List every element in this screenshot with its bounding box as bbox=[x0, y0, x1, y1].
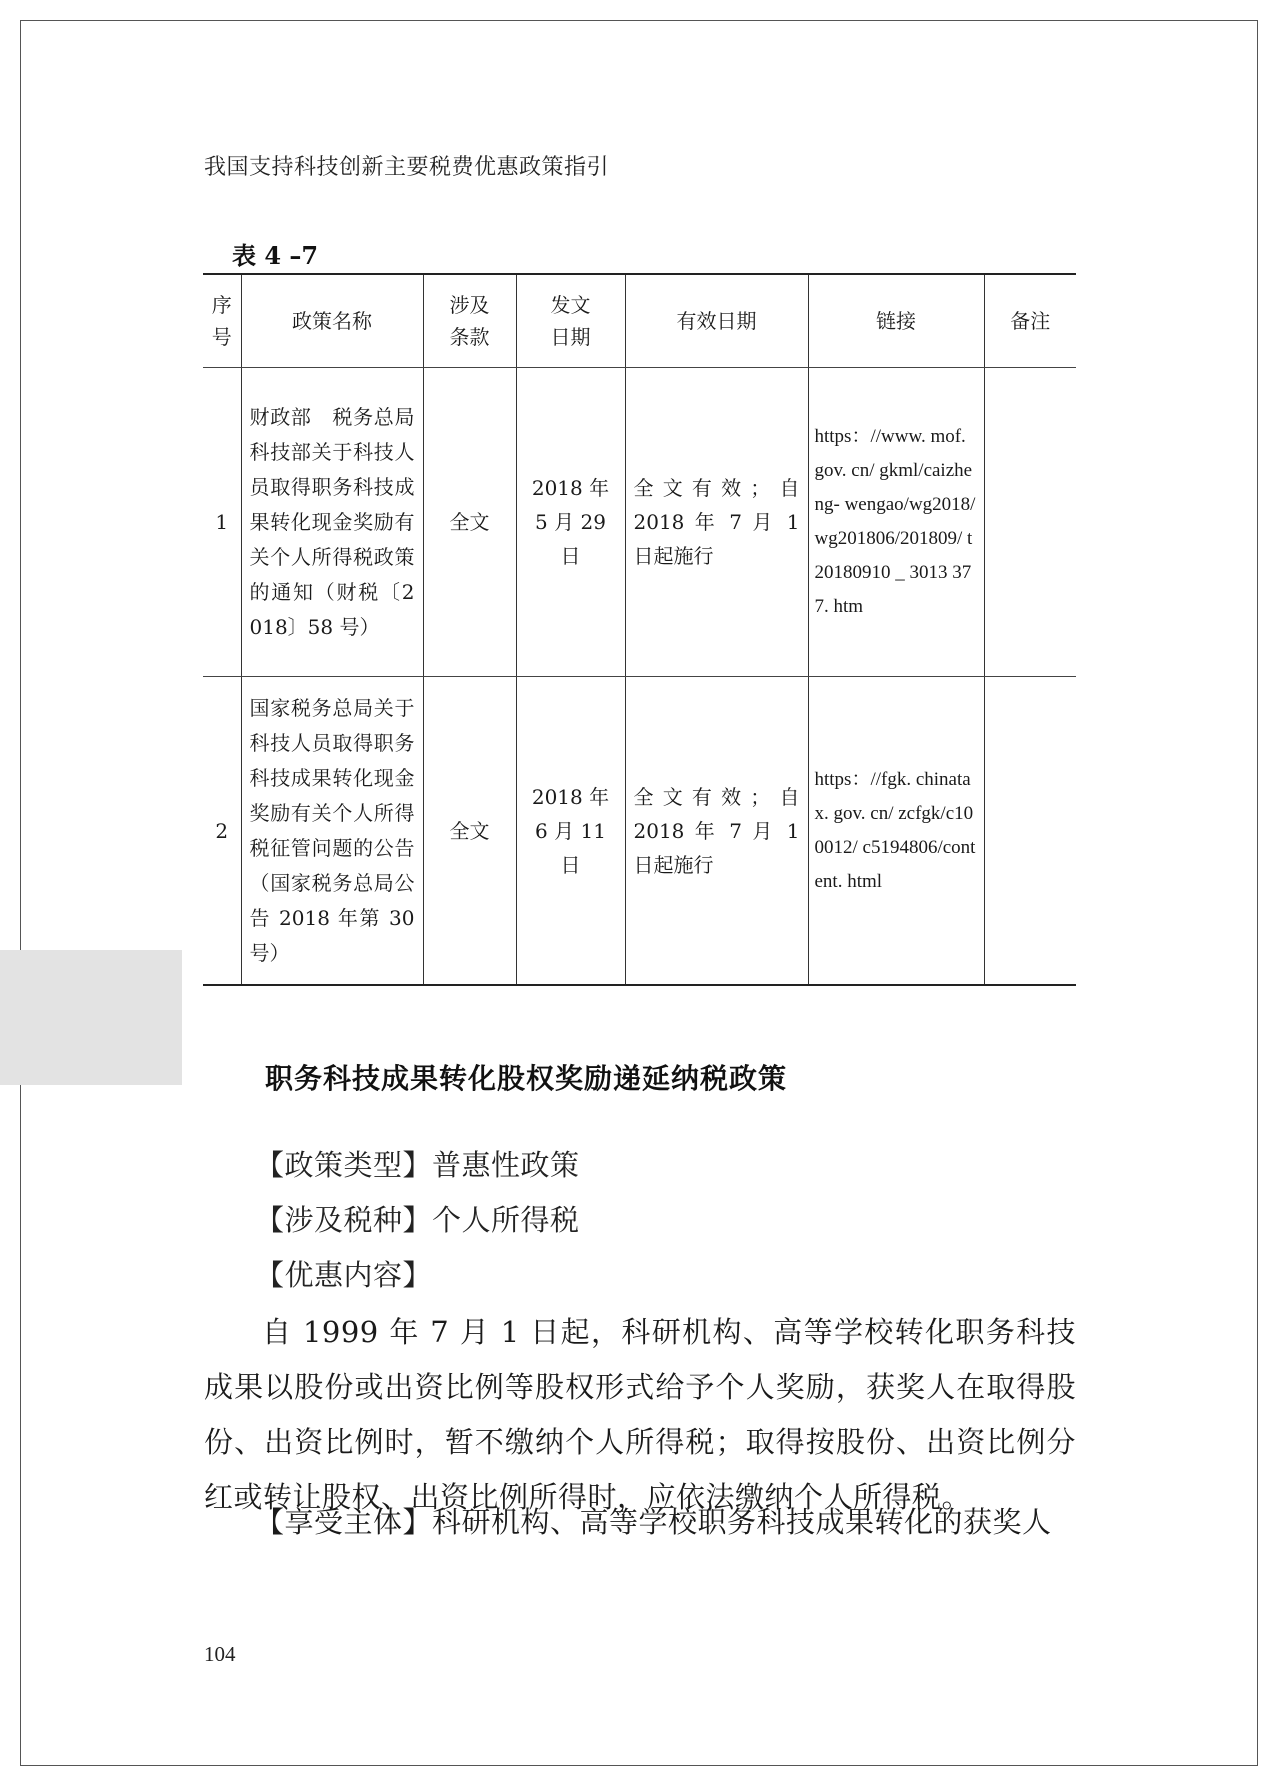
header-effective: 有效日期 bbox=[625, 274, 808, 368]
running-header: 我国支持科技创新主要税费优惠政策指引 bbox=[204, 155, 610, 180]
beneficiary-line bbox=[255, 1500, 1052, 1541]
row-clause: 全文 bbox=[423, 368, 516, 677]
table-row bbox=[203, 368, 1076, 677]
content-paragraph: 自 1999 年 7 月 1 日起，科研机构、高等学校转化职务科技成果以股份或出资比例等股权形式给予个人奖励，获奖人在取得股份、出资比例时，暂不缴纳个人所得税；取得按股份、出资比例分红或转让股权、出资比例所得时，应依法缴纳个人所得税。 bbox=[204, 1315, 1076, 1514]
header-name: 政策名称 bbox=[241, 274, 423, 368]
page-number: 104 bbox=[204, 1642, 236, 1666]
section-title: 职务科技成果转化股权奖励递延纳税政策 bbox=[265, 1062, 788, 1095]
row-no: 2 bbox=[203, 677, 241, 986]
header-no: 序 号 bbox=[203, 274, 241, 368]
tax-type-line bbox=[255, 1198, 580, 1239]
row-clause: 全文 bbox=[423, 677, 516, 986]
content-key: 【优惠内容】 bbox=[255, 1258, 433, 1292]
header-link: 链接 bbox=[808, 274, 984, 368]
header-clause: 涉及 条款 bbox=[423, 274, 516, 368]
table-header-row bbox=[203, 274, 1076, 368]
beneficiary-key: 【享受主体】 bbox=[255, 1505, 433, 1539]
beneficiary-value: 科研机构、高等学校职务科技成果转化的获奖人 bbox=[432, 1505, 1052, 1539]
row-no: 1 bbox=[203, 368, 241, 677]
table-caption: 表 4 –7 bbox=[232, 241, 319, 270]
content-heading-line bbox=[255, 1253, 432, 1294]
row-link[interactable]: https：//www. mof. gov. cn/ gkml/caizheng- wengao/wg2018/ wg201806/201809/ t20180910 _ 3013 377. htm bbox=[808, 368, 984, 677]
row-date: 2018 年 5 月 29 日 bbox=[516, 368, 625, 677]
row-policy-name: 财政部 税务总局 科技部关于科技人员取得职务科技成果转化现金奖励有关个人所得税政策的通知（财税〔2018〕58 号） bbox=[241, 368, 423, 677]
policy-type-line bbox=[255, 1143, 580, 1184]
row-date: 2018 年 6 月 11 日 bbox=[516, 677, 625, 986]
tax-type-key: 【涉及税种】 bbox=[255, 1203, 433, 1237]
row-effective: 全文有效；自 2018 年 7 月 1 日起施行 bbox=[625, 677, 808, 986]
policy-type-value: 普惠性政策 bbox=[432, 1148, 580, 1182]
row-link[interactable]: https：//fgk. chinatax. gov. cn/ zcfgk/c100012/ c5194806/content. html bbox=[808, 677, 984, 986]
header-note: 备注 bbox=[984, 274, 1076, 368]
tax-type-value: 个人所得税 bbox=[432, 1203, 580, 1237]
row-note bbox=[984, 368, 1076, 677]
row-policy-name: 国家税务总局关于科技人员取得职务科技成果转化现金奖励有关个人所得税征管问题的公告（国家税务总局公告 2018 年第 30 号） bbox=[241, 677, 423, 986]
table-row bbox=[203, 677, 1076, 986]
row-effective: 全文有效；自 2018 年 7 月 1 日起施行 bbox=[625, 368, 808, 677]
header-date: 发文 日期 bbox=[516, 274, 625, 368]
policy-table bbox=[203, 273, 1076, 986]
policy-type-key: 【政策类型】 bbox=[255, 1148, 433, 1182]
chapter-tab-marker bbox=[0, 950, 182, 1085]
row-note bbox=[984, 677, 1076, 986]
